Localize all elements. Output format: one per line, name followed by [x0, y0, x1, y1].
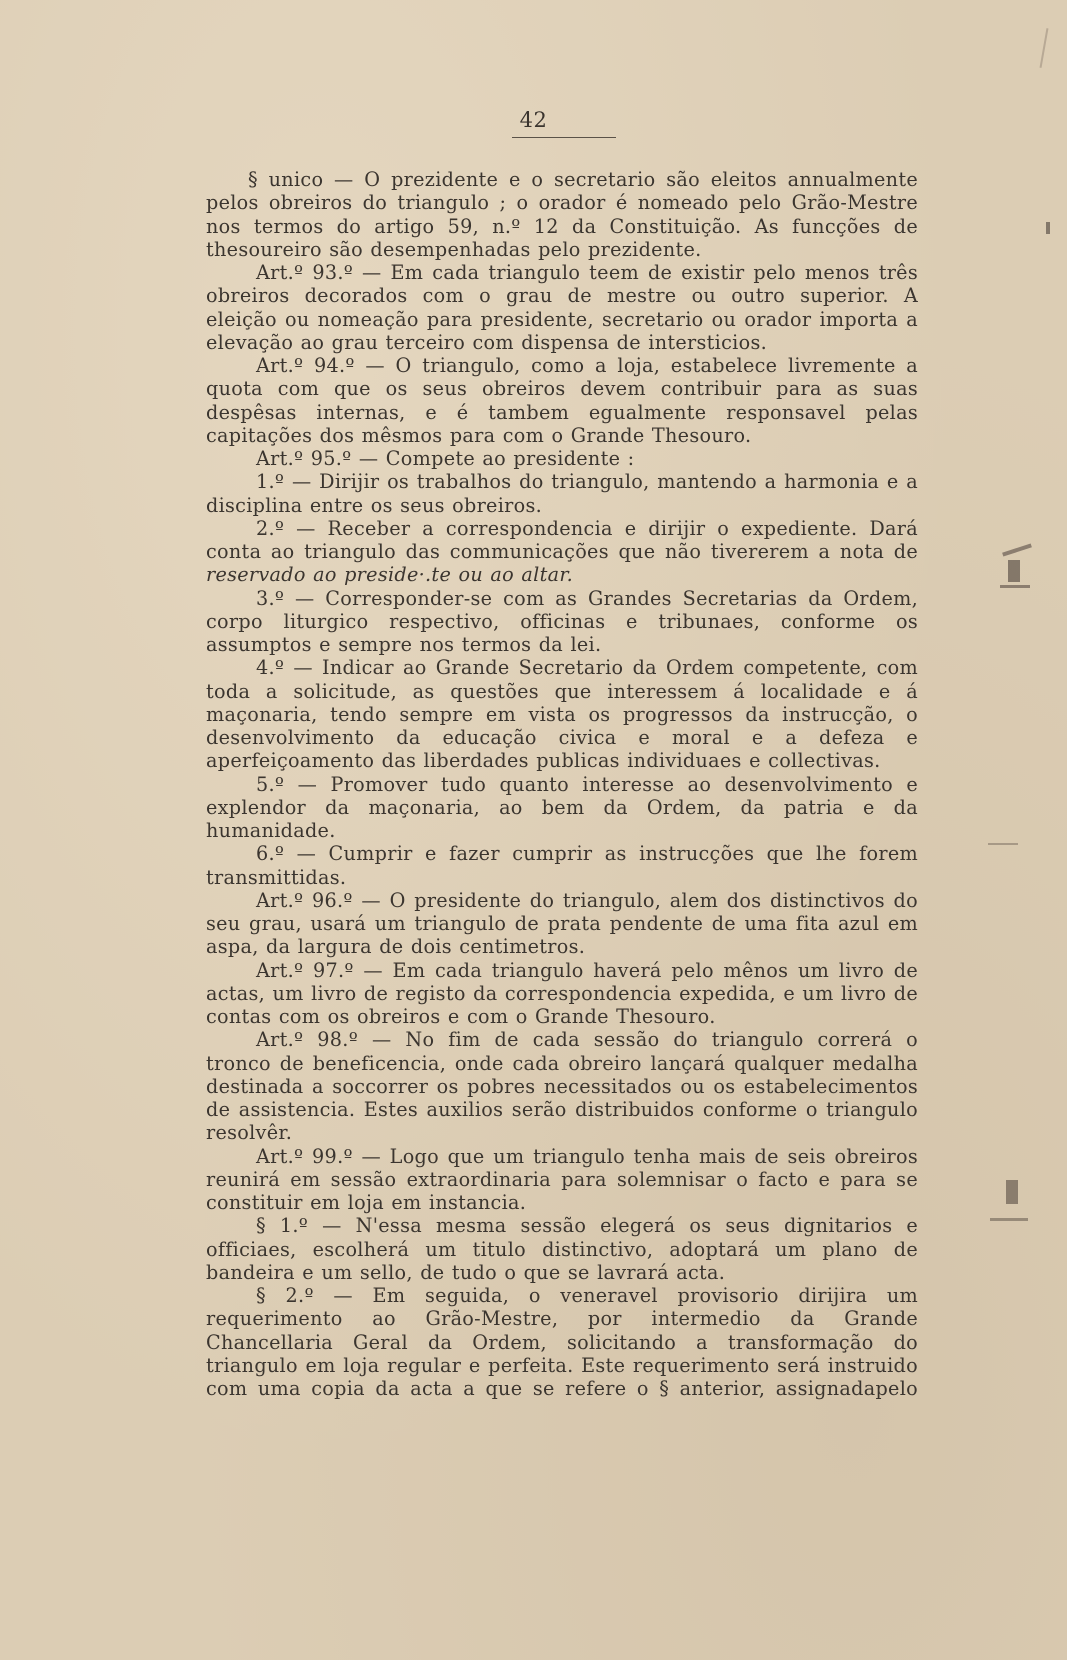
margin-mark	[988, 843, 1018, 845]
paragraph-item-1: 1.º — Dirijir os trabalhos do triangulo, mantendo a harmonia e a disciplina entre os seus obreiros.	[206, 470, 918, 517]
paragraph-art-95: Art.º 95.º — Compete ao presidente :	[256, 447, 635, 470]
paragraph-paragrafo-1: § 1.º — N'essa mesma sessão elegerá os seus dignitarios e officiaes, escolherá um titulo distinctivo, adoptará um plano de bandeira e um sello, de tudo o que se lavrará acta.	[206, 1214, 918, 1284]
page-number: 42	[519, 108, 548, 132]
paragraph-item-6: 6.º — Cumprir e fazer cumprir as instrucções que lhe forem transmittidas.	[206, 842, 918, 889]
paragraph-art-99: Art.º 99.º — Logo que um triangulo tenha mais de seis obreiros reunirá em sessão extraordinaria para solemnisar o facto e para se constituir em loja em instancia.	[206, 1144, 918, 1214]
margin-mark	[1000, 585, 1030, 588]
paragraph-item-3: 3.º — Corresponder-se com as Grandes Secretarias da Ordem, corpo liturgico respectivo, officinas e tribunaes, conforme os assumptos e sempre nos termos da lei.	[206, 586, 918, 656]
margin-mark	[1002, 543, 1032, 556]
page-number-rule	[512, 137, 616, 138]
margin-mark	[1046, 222, 1050, 234]
margin-mark	[1006, 1180, 1018, 1204]
paragraph-art-96: Art.º 96.º — O presidente do triangulo, alem dos distinctivos do seu grau, usará um triangulo de prata pendente de uma fita azul em aspa, da largura de dois centimetros.	[206, 888, 918, 959]
paragraph-item-2-italic: reservado ao preside·.te ou ao altar.	[206, 563, 574, 587]
margin-mark	[1040, 28, 1048, 68]
margin-mark	[1008, 560, 1020, 582]
paragraph-item-4: 4.º — Indicar ao Grande Secretario da Ordem competente, com toda a solicitude, as questões que interessem á localidade e á maçonaria, tendo sempre em vista os progressos da instrucção, o desenvolvimento da educação civica e moral e a defeza e aperfeiçoamento das liberdades publicas individuaes e collectivas.	[206, 656, 918, 773]
paragraph-art-98: Art.º 98.º — No fim de cada sessão do triangulo correrá o tronco de beneficencia, onde cada obreiro lançará qualquer medalha destinada a soccorrer os pobres necessitados ou os estabelecimentos de assistencia. Estes auxilios serão distribuidos conforme o triangulo resolvêr.	[206, 1028, 918, 1145]
paragraph-paragrafo-2: § 2.º — Em seguida, o veneravel provisorio dirijira um requerimento ao Grão-Mestre, por intermedio da Grande Chancellaria Geral da Ordem, solicitando a transformação do triangulo em loja regular e perfeita. Este requerimento será instruido com uma copia da acta a que se refere o § anterior, assignadapelo	[206, 1284, 918, 1400]
margin-mark	[990, 1218, 1028, 1221]
paragraph-art-94: Art.º 94.º — O triangulo, como a loja, estabelece livremente a quota com que os seus obreiros devem contribuir para as suas despêsas internas, e é tambem egualmente responsavel pelas capitações dos mêsmos para com o Grande Thesouro.	[206, 354, 918, 447]
paragraph-item-5: 5.º — Promover tudo quanto interesse ao desenvolvimento e explendor da maçonaria, ao bem da Ordem, da patria e da humanidade.	[206, 772, 918, 842]
paragraph-paragrafo-unico: § unico — O prezidente e o secretario são eleitos annualmente pelos obreiros do triangulo ; o orador é nomeado pelo Grão-Mestre nos termos do artigo 59, n.º 12 da Constituição. As funcções de thesoureiro são desempenhadas pelo prezidente.	[206, 168, 918, 261]
body-text	[206, 168, 918, 1400]
paragraph-art-97: Art.º 97.º — Em cada triangulo haverá pelo mênos um livro de actas, um livro de registo da correspondencia expedida, e um livro de contas com os obreiros e com o Grande Thesouro.	[206, 958, 918, 1028]
paragraph-art-93: Art.º 93.º — Em cada triangulo teem de existir pelo menos três obreiros decorados com o grau de mestre ou outro superior. A eleição ou nomeação para presidente, secretario ou orador importa a elevação ao grau terceiro com dispensa de intersticios.	[206, 261, 918, 354]
paragraph-item-2	[206, 517, 918, 587]
paragraph-item-2-text: 2.º — Receber a correspondencia e dirijir o expediente. Dará conta ao triangulo das communicações que não tivererem a nota de	[206, 516, 918, 563]
